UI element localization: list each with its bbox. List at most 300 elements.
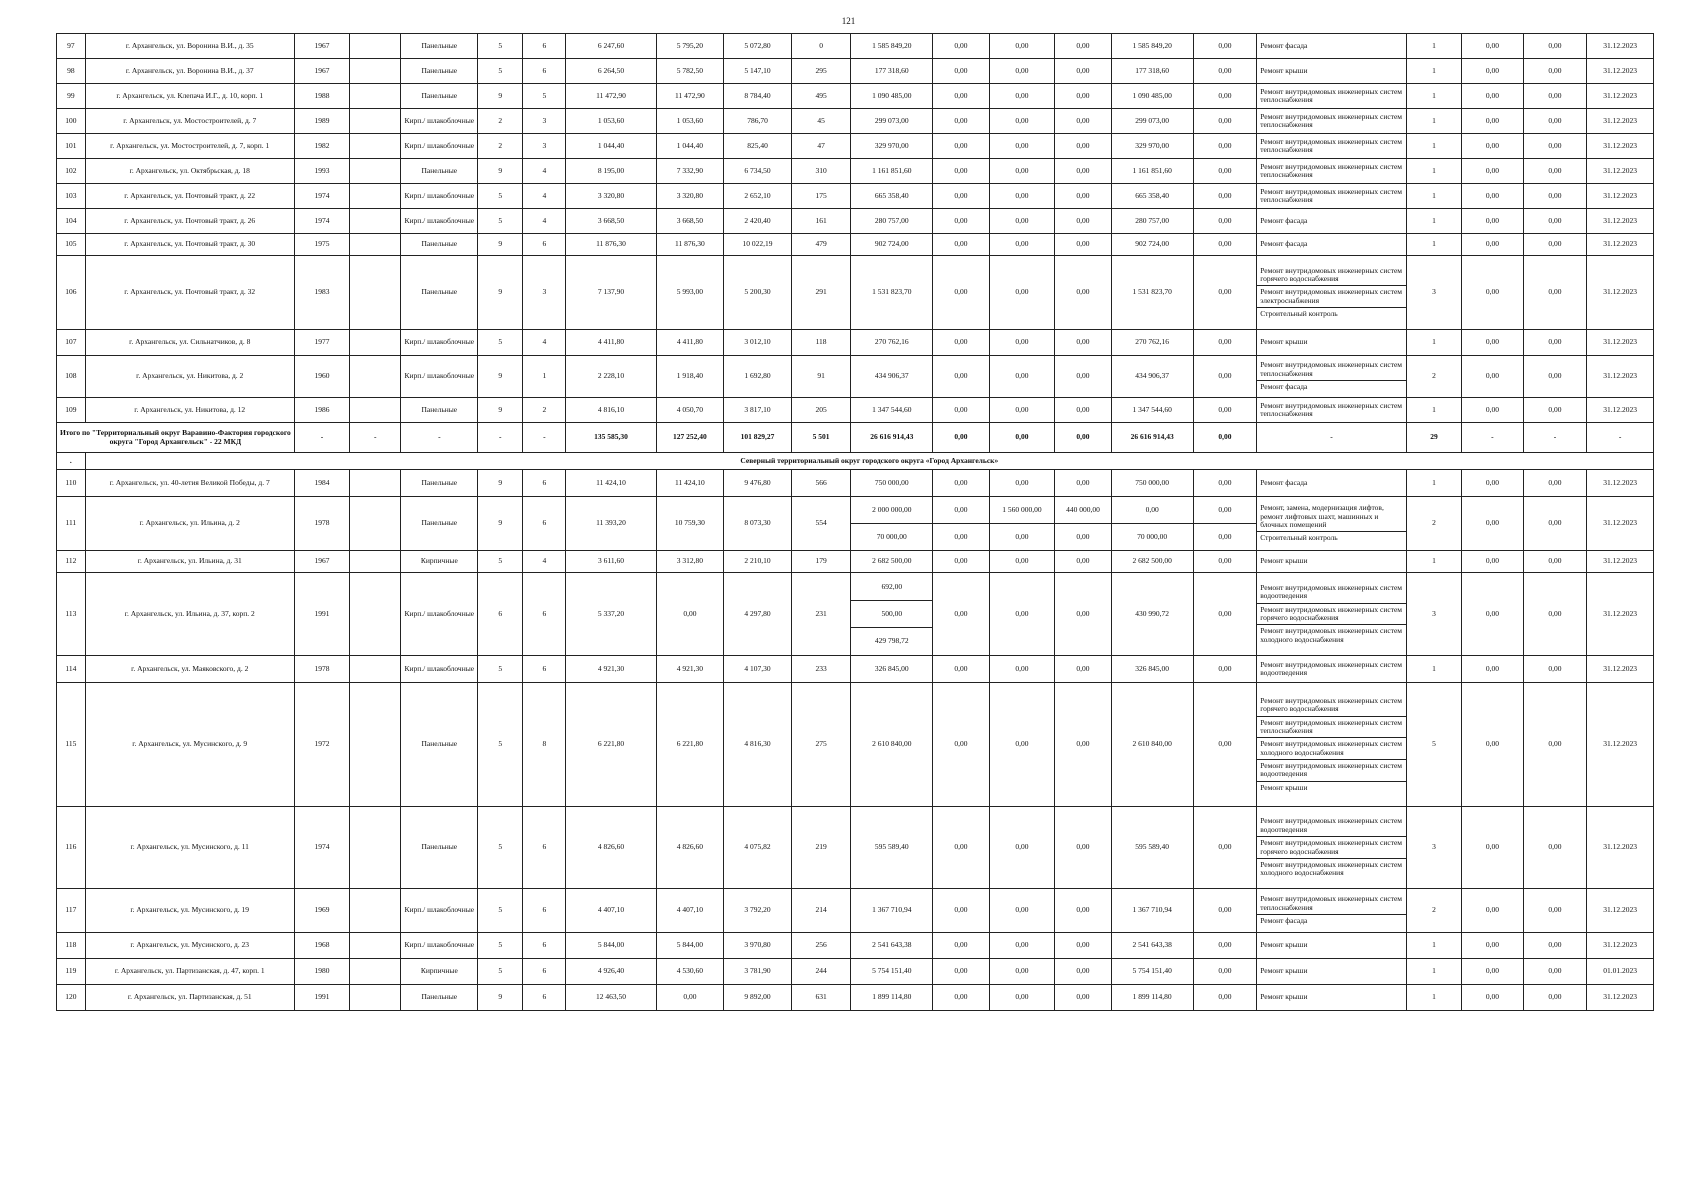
area-total: 3 668,50: [566, 209, 656, 234]
table-row: [57, 330, 1654, 356]
address: г. Архангельск, ул. Почтовый тракт, д. 30: [85, 234, 294, 256]
work-type: [1257, 134, 1407, 159]
work-type-item: Ремонт внутридомовых инженерных систем теплоснабжения: [1260, 136, 1403, 154]
repair-cost-item: 429 798,72: [874, 636, 909, 645]
value-a: 0,00: [1462, 985, 1524, 1011]
floors: 2: [478, 109, 523, 134]
work-type-item: Ремонт внутридомовых инженерных систем холодного водоснабжения: [1257, 738, 1406, 760]
commission-year: 1972: [294, 683, 349, 807]
repair-cost: 1 090 485,00: [851, 84, 933, 109]
fund-other: 0,00: [1193, 109, 1257, 134]
area-premises: 1 053,60: [656, 109, 724, 134]
residents: 161: [791, 209, 850, 234]
residents: 214: [791, 889, 850, 933]
fund-regional: 0,00: [989, 656, 1055, 683]
wall-material: Кирп./ шлакоблочные: [401, 209, 478, 234]
table-row: [57, 209, 1654, 234]
completion-date: 31.12.2023: [1587, 109, 1654, 134]
area-residential: 8 784,40: [724, 84, 792, 109]
area-premises: 5 795,20: [656, 34, 724, 59]
fund-federal-item: 0,00: [933, 497, 988, 524]
wall-material: Панельные: [401, 159, 478, 184]
row-number: 111: [57, 497, 86, 551]
value-b: 0,00: [1523, 109, 1587, 134]
fund-municipal: 0,00: [1055, 356, 1111, 398]
fund-federal: 0,00: [933, 159, 989, 184]
fund-regional: 0,00: [989, 59, 1055, 84]
completion-date: 31.12.2023: [1587, 59, 1654, 84]
address: г. Архангельск, ул. Мусинского, д. 11: [85, 807, 294, 889]
entrances: 6: [523, 573, 566, 656]
entrances: 4: [523, 330, 566, 356]
entrances: 6: [523, 34, 566, 59]
repair-cost-item: 692,00: [851, 574, 932, 601]
work-type-item: Ремонт крыши: [1260, 556, 1308, 566]
value-b: 0,00: [1523, 551, 1587, 573]
empty-cell: [350, 683, 401, 807]
completion-date: 31.12.2023: [1587, 497, 1654, 551]
fund-owners: 177 318,60: [1111, 59, 1193, 84]
fund-federal: 0,00: [933, 933, 989, 959]
area-premises: 5 844,00: [656, 933, 724, 959]
residents: 566: [791, 470, 850, 497]
total-cell: -: [1257, 423, 1407, 453]
total-cell: -: [401, 423, 478, 453]
row-number: 99: [57, 84, 86, 109]
row-number: 105: [57, 234, 86, 256]
entrances: 3: [523, 256, 566, 330]
residents: 231: [791, 573, 850, 656]
fund-municipal: 0,00: [1055, 683, 1111, 807]
commission-year: 1974: [294, 807, 349, 889]
repair-cost: 329 970,00: [851, 134, 933, 159]
district-marker: .: [57, 453, 86, 470]
work-count: 3: [1406, 573, 1461, 656]
fund-federal: 0,00: [933, 184, 989, 209]
work-type-item: Ремонт внутридомовых инженерных систем холодного водоснабжения: [1260, 859, 1403, 878]
area-total: 12 463,50: [566, 985, 656, 1011]
table-row: [57, 134, 1654, 159]
fund-regional: 0,00: [989, 184, 1055, 209]
total-area-premises: 127 252,40: [656, 423, 724, 453]
fund-owners: 2 682 500,00: [1111, 551, 1193, 573]
total-cell: -: [294, 423, 349, 453]
value-b: 0,00: [1523, 209, 1587, 234]
value-b: 0,00: [1523, 34, 1587, 59]
completion-date: 31.12.2023: [1587, 256, 1654, 330]
repair-cost: 665 358,40: [851, 184, 933, 209]
fund-federal: 0,00: [933, 84, 989, 109]
area-total: 11 393,20: [566, 497, 656, 551]
value-a: 0,00: [1462, 59, 1524, 84]
fund-owners: 1 367 710,94: [1111, 889, 1193, 933]
row-number: 102: [57, 159, 86, 184]
residents: 275: [791, 683, 850, 807]
completion-date: 31.12.2023: [1587, 807, 1654, 889]
repair-cost: 1 899 114,80: [851, 985, 933, 1011]
floors: 9: [478, 356, 523, 398]
floors: 6: [478, 573, 523, 656]
entrances: 6: [523, 470, 566, 497]
work-type: [1257, 109, 1407, 134]
entrances: 4: [523, 209, 566, 234]
floors: 5: [478, 34, 523, 59]
fund-owners: 2 610 840,00: [1111, 683, 1193, 807]
residents: 179: [791, 551, 850, 573]
wall-material: Кирп./ шлакоблочные: [401, 109, 478, 134]
commission-year: 1983: [294, 256, 349, 330]
area-total: 7 137,90: [566, 256, 656, 330]
fund-owners: 1 531 823,70: [1111, 256, 1193, 330]
fund-regional: 0,00: [989, 134, 1055, 159]
fund-regional: [989, 497, 1055, 551]
residents: 479: [791, 234, 850, 256]
table-row: [57, 34, 1654, 59]
commission-year: 1978: [294, 656, 349, 683]
row-number: 100: [57, 109, 86, 134]
completion-date: 31.12.2023: [1587, 398, 1654, 423]
fund-municipal-item: 0,00: [1076, 532, 1090, 541]
empty-cell: [350, 398, 401, 423]
area-total: 4 826,60: [566, 807, 656, 889]
value-b: 0,00: [1523, 134, 1587, 159]
row-number: 115: [57, 683, 86, 807]
entrances: 8: [523, 683, 566, 807]
wall-material: Кирп./ шлакоблочные: [401, 184, 478, 209]
work-count: 1: [1406, 330, 1461, 356]
value-a: 0,00: [1462, 184, 1524, 209]
work-count: 1: [1406, 959, 1461, 985]
work-count: 1: [1406, 34, 1461, 59]
floors: 5: [478, 551, 523, 573]
fund-municipal: 0,00: [1055, 959, 1111, 985]
fund-other: [1193, 497, 1257, 551]
area-residential: 3 781,90: [724, 959, 792, 985]
empty-cell: [350, 985, 401, 1011]
area-premises: 4 826,60: [656, 807, 724, 889]
work-count: 1: [1406, 109, 1461, 134]
area-residential: 4 107,30: [724, 656, 792, 683]
fund-federal: 0,00: [933, 330, 989, 356]
address: г. Архангельск, ул. 40-летия Великой Победы, д. 7: [85, 470, 294, 497]
work-type-item: Ремонт внутридомовых инженерных систем теплоснабжения: [1260, 400, 1403, 418]
row-number: 108: [57, 356, 86, 398]
floors: 5: [478, 59, 523, 84]
address: г. Архангельск, ул. Воронина В.И., д. 35: [85, 34, 294, 59]
commission-year: 1967: [294, 59, 349, 84]
value-b: 0,00: [1523, 256, 1587, 330]
area-total: 4 816,10: [566, 398, 656, 423]
work-type-item: Строительный контроль: [1260, 309, 1338, 319]
row-number: 113: [57, 573, 86, 656]
fund-federal: [933, 497, 989, 551]
area-total: 1 053,60: [566, 109, 656, 134]
value-a: 0,00: [1462, 159, 1524, 184]
fund-regional: 0,00: [989, 209, 1055, 234]
work-type: [1257, 573, 1407, 656]
value-a: 0,00: [1462, 256, 1524, 330]
work-count: 1: [1406, 184, 1461, 209]
total-label: Итого по "Территориальный округ Варавино-Фактория городского округа "Город Архангельск" - 22 МКД: [57, 423, 295, 453]
work-count: 1: [1406, 398, 1461, 423]
fund-regional: 0,00: [989, 959, 1055, 985]
empty-cell: [350, 234, 401, 256]
fund-other: 0,00: [1193, 256, 1257, 330]
fund-other-item: 0,00: [1218, 532, 1232, 541]
entrances: 1: [523, 356, 566, 398]
commission-year: 1968: [294, 933, 349, 959]
fund-other: 0,00: [1193, 807, 1257, 889]
area-residential: 5 072,80: [724, 34, 792, 59]
work-type-item: Ремонт крыши: [1260, 337, 1308, 347]
repair-cost: 902 724,00: [851, 234, 933, 256]
value-a: 0,00: [1462, 34, 1524, 59]
row-number: 106: [57, 256, 86, 330]
row-number: 97: [57, 34, 86, 59]
area-total: 6 221,80: [566, 683, 656, 807]
residents: 244: [791, 959, 850, 985]
fund-regional: 0,00: [989, 356, 1055, 398]
residents: 45: [791, 109, 850, 134]
repair-program-table: [56, 33, 1654, 1011]
address: г. Архангельск, ул. Мостостроителей, д. 7: [85, 109, 294, 134]
area-premises: 3 668,50: [656, 209, 724, 234]
area-residential: 3 792,20: [724, 889, 792, 933]
work-type: [1257, 184, 1407, 209]
work-type-item: Ремонт внутридомовых инженерных систем водоотведения: [1257, 582, 1406, 604]
fund-federal: 0,00: [933, 109, 989, 134]
row-number: 110: [57, 470, 86, 497]
work-type: [1257, 889, 1407, 933]
fund-regional: 0,00: [989, 256, 1055, 330]
work-type-item: Ремонт крыши: [1260, 992, 1308, 1002]
total-section: [57, 423, 1654, 470]
area-residential: 4 297,80: [724, 573, 792, 656]
work-count: 2: [1406, 497, 1461, 551]
work-count: 3: [1406, 256, 1461, 330]
value-b: 0,00: [1523, 59, 1587, 84]
area-residential: 786,70: [724, 109, 792, 134]
wall-material: Кирпичные: [401, 551, 478, 573]
work-type-item: Ремонт внутридомовых инженерных систем горячего водоснабжения: [1257, 265, 1406, 287]
work-type-item: Ремонт фасада: [1260, 40, 1308, 50]
address: г. Архангельск, ул. Маяковского, д. 2: [85, 656, 294, 683]
fund-regional: 0,00: [989, 985, 1055, 1011]
empty-cell: [350, 134, 401, 159]
completion-date: 31.12.2023: [1587, 184, 1654, 209]
fund-regional: 0,00: [989, 84, 1055, 109]
work-count: 2: [1406, 889, 1461, 933]
area-premises: 11 876,30: [656, 234, 724, 256]
fund-other: 0,00: [1193, 234, 1257, 256]
completion-date: 31.12.2023: [1587, 84, 1654, 109]
total-residents: 5 501: [791, 423, 850, 453]
repair-cost: 326 845,00: [851, 656, 933, 683]
entrances: 6: [523, 656, 566, 683]
row-number: 114: [57, 656, 86, 683]
repair-cost: 434 906,37: [851, 356, 933, 398]
address: г. Архангельск, ул. Октябрьская, д. 18: [85, 159, 294, 184]
work-type: [1257, 683, 1407, 807]
empty-cell: [350, 109, 401, 134]
fund-owners: 326 845,00: [1111, 656, 1193, 683]
empty-cell: [350, 933, 401, 959]
work-type-item: Ремонт внутридомовых инженерных систем водоотведения: [1257, 760, 1406, 782]
empty-cell: [350, 59, 401, 84]
floors: 5: [478, 683, 523, 807]
empty-cell: [350, 184, 401, 209]
table-row: [57, 497, 1654, 551]
area-residential: 9 476,80: [724, 470, 792, 497]
fund-other: 0,00: [1193, 985, 1257, 1011]
fund-other: 0,00: [1193, 470, 1257, 497]
value-a: 0,00: [1462, 683, 1524, 807]
floors: 9: [478, 256, 523, 330]
work-type-item: Ремонт внутридомовых инженерных систем теплоснабжения: [1257, 893, 1406, 915]
fund-other: 0,00: [1193, 656, 1257, 683]
completion-date: 31.12.2023: [1587, 34, 1654, 59]
fund-federal: 0,00: [933, 807, 989, 889]
value-b: 0,00: [1523, 933, 1587, 959]
value-b: 0,00: [1523, 573, 1587, 656]
floors: 5: [478, 209, 523, 234]
fund-regional: 0,00: [989, 933, 1055, 959]
fund-owners: 595 589,40: [1111, 807, 1193, 889]
area-total: 8 195,00: [566, 159, 656, 184]
commission-year: 1975: [294, 234, 349, 256]
empty-cell: [350, 356, 401, 398]
work-type-item: Ремонт внутридомовых инженерных систем теплоснабжения: [1260, 186, 1403, 204]
fund-federal: 0,00: [933, 34, 989, 59]
completion-date: 31.12.2023: [1587, 159, 1654, 184]
area-residential: 3 012,10: [724, 330, 792, 356]
fund-regional: 0,00: [989, 330, 1055, 356]
work-type: [1257, 398, 1407, 423]
fund-municipal: 0,00: [1055, 985, 1111, 1011]
table-row: [57, 985, 1654, 1011]
fund-municipal: 0,00: [1055, 807, 1111, 889]
floors: 5: [478, 889, 523, 933]
value-b: 0,00: [1523, 656, 1587, 683]
fund-owners: 1 161 851,60: [1111, 159, 1193, 184]
work-count: 1: [1406, 84, 1461, 109]
work-type-item: Ремонт крыши: [1260, 782, 1308, 792]
work-type-item: Ремонт внутридомовых инженерных систем водоотведения: [1257, 815, 1406, 837]
residents: 118: [791, 330, 850, 356]
value-a: 0,00: [1462, 551, 1524, 573]
work-type-item: Ремонт внутридомовых инженерных систем горячего водоснабжения: [1257, 604, 1406, 626]
residents: 47: [791, 134, 850, 159]
commission-year: 1967: [294, 551, 349, 573]
value-b: 0,00: [1523, 356, 1587, 398]
value-a: 0,00: [1462, 656, 1524, 683]
work-type: [1257, 470, 1407, 497]
work-type: [1257, 551, 1407, 573]
empty-cell: [350, 656, 401, 683]
floors: 5: [478, 807, 523, 889]
wall-material: Панельные: [401, 84, 478, 109]
fund-owners: 902 724,00: [1111, 234, 1193, 256]
residents: 295: [791, 59, 850, 84]
work-type-item: Ремонт крыши: [1260, 966, 1308, 976]
fund-other: 0,00: [1193, 184, 1257, 209]
empty-cell: [350, 573, 401, 656]
wall-material: Кирп./ шлакоблочные: [401, 656, 478, 683]
row-number: 104: [57, 209, 86, 234]
residents: 554: [791, 497, 850, 551]
total-cell: 0,00: [933, 423, 989, 453]
wall-material: Панельные: [401, 985, 478, 1011]
work-type: [1257, 209, 1407, 234]
empty-cell: [350, 959, 401, 985]
fund-federal: 0,00: [933, 134, 989, 159]
table-row: [57, 551, 1654, 573]
area-residential: 5 200,30: [724, 256, 792, 330]
address: г. Архангельск, ул. Почтовый тракт, д. 26: [85, 209, 294, 234]
commission-year: 1986: [294, 398, 349, 423]
area-premises: 4 530,60: [656, 959, 724, 985]
table-row: [57, 573, 1654, 656]
fund-regional: 0,00: [989, 159, 1055, 184]
value-a: 0,00: [1462, 573, 1524, 656]
value-b: 0,00: [1523, 807, 1587, 889]
commission-year: 1960: [294, 356, 349, 398]
total-cell: 0,00: [1193, 423, 1257, 453]
total-cell: -: [478, 423, 523, 453]
row-number: 120: [57, 985, 86, 1011]
address: г. Архангельск, ул. Мусинского, д. 23: [85, 933, 294, 959]
area-total: 4 921,30: [566, 656, 656, 683]
table-row: [57, 109, 1654, 134]
floors: 9: [478, 497, 523, 551]
row-number: 118: [57, 933, 86, 959]
fund-municipal: 0,00: [1055, 398, 1111, 423]
work-type: [1257, 656, 1407, 683]
district-title: Северный территориальный округ городского округа «Город Архангельск»: [85, 453, 1653, 470]
fund-regional: 0,00: [989, 109, 1055, 134]
value-b: 0,00: [1523, 159, 1587, 184]
fund-other: 0,00: [1193, 159, 1257, 184]
wall-material: Панельные: [401, 683, 478, 807]
district-header-row: [57, 453, 1654, 470]
fund-federal: 0,00: [933, 59, 989, 84]
fund-federal: 0,00: [933, 656, 989, 683]
row-number: 116: [57, 807, 86, 889]
table-row: [57, 683, 1654, 807]
entrances: 6: [523, 234, 566, 256]
address: г. Архангельск, ул. Ильина, д. 37, корп. 2: [85, 573, 294, 656]
work-type-item: Ремонт внутридомовых инженерных систем теплоснабжения: [1260, 161, 1403, 179]
work-type-item: Ремонт внутридомовых инженерных систем горячего водоснабжения: [1257, 837, 1406, 859]
fund-owners: 270 762,16: [1111, 330, 1193, 356]
row-number: 112: [57, 551, 86, 573]
value-b: 0,00: [1523, 985, 1587, 1011]
table-row: [57, 184, 1654, 209]
value-b: 0,00: [1523, 889, 1587, 933]
address: г. Архангельск, ул. Сильнатчиков, д. 8: [85, 330, 294, 356]
completion-date: 31.12.2023: [1587, 889, 1654, 933]
fund-regional: 0,00: [989, 889, 1055, 933]
work-type-item: Ремонт фасада: [1260, 382, 1308, 392]
repair-cost: 280 757,00: [851, 209, 933, 234]
fund-owners: 665 358,40: [1111, 184, 1193, 209]
work-type: [1257, 985, 1407, 1011]
value-a: 0,00: [1462, 398, 1524, 423]
area-premises: 4 411,80: [656, 330, 724, 356]
wall-material: Кирп./ шлакоблочные: [401, 330, 478, 356]
fund-other: 0,00: [1193, 84, 1257, 109]
fund-federal-item: 0,00: [954, 532, 968, 541]
